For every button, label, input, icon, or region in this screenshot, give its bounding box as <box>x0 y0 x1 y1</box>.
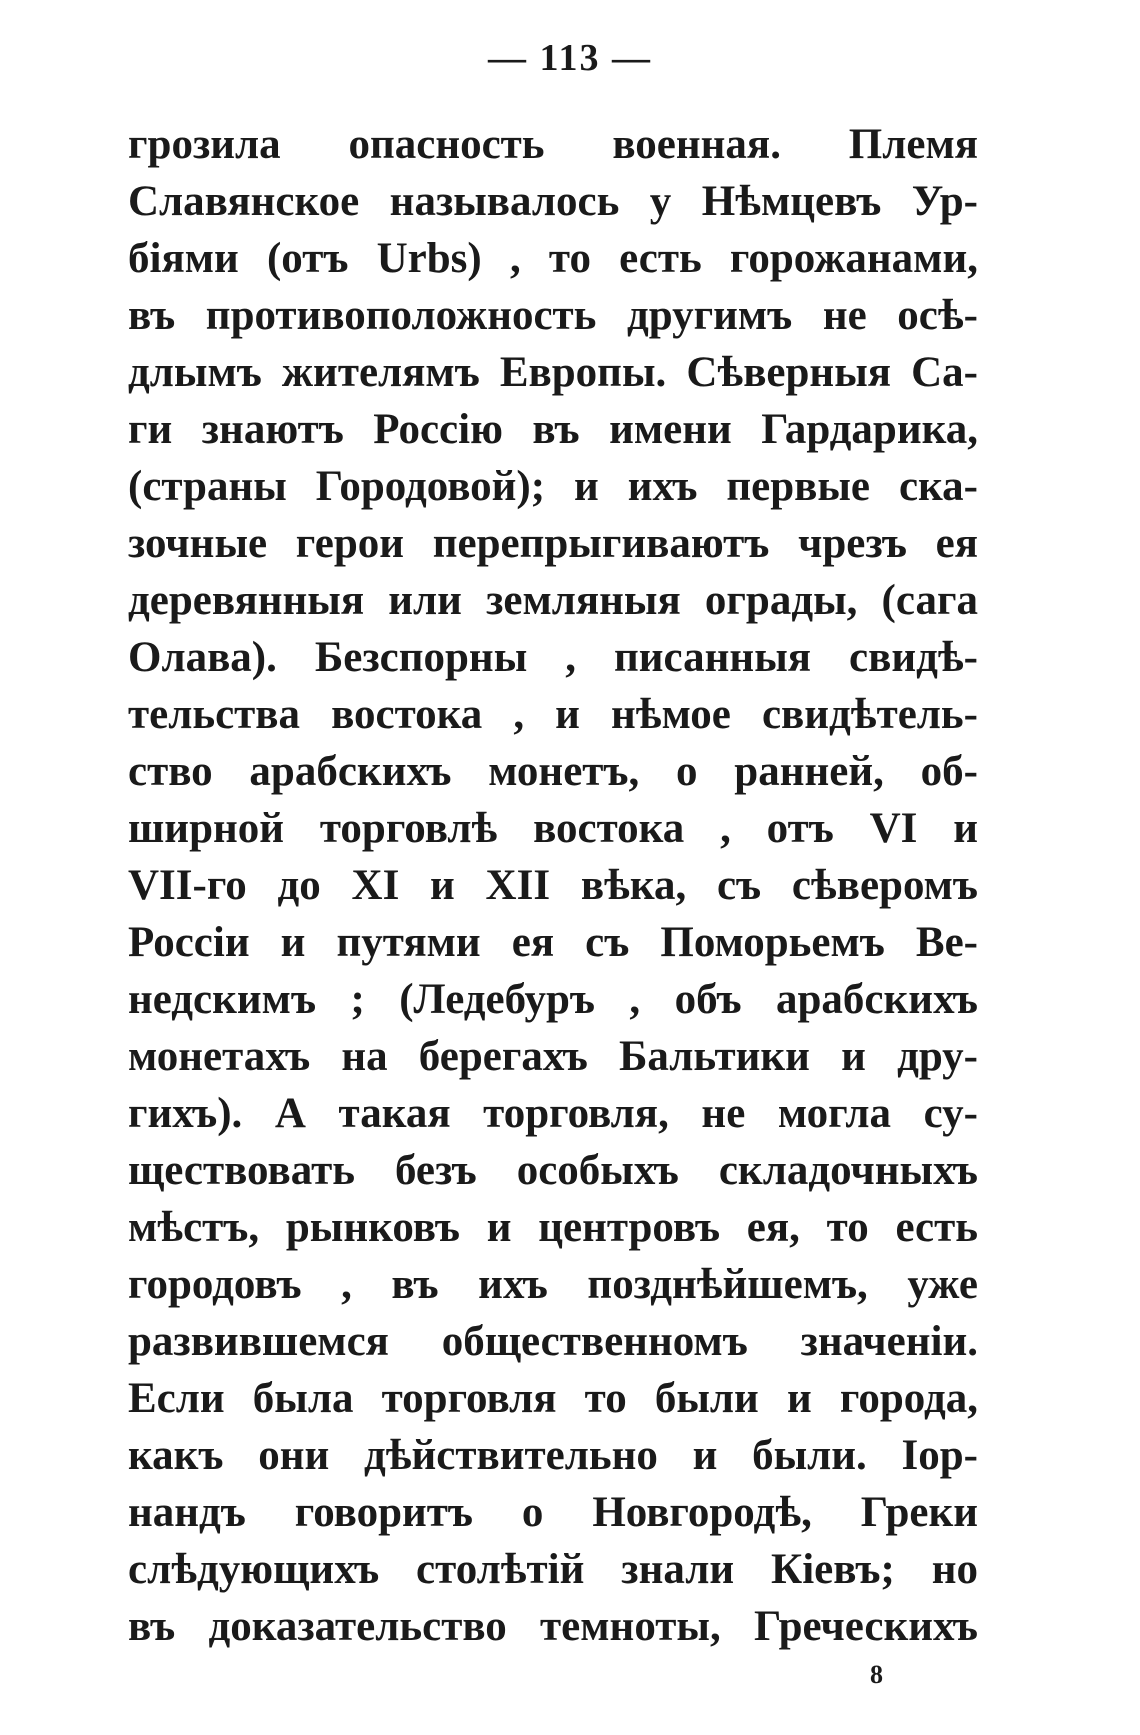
text-line: ги знаютъ Россію въ имени Гардарика, <box>128 406 978 453</box>
text-line: Олава). Безспорны , писанныя свидѣ- <box>128 634 978 681</box>
text-line: нандъ говоритъ о Новгородѣ, Греки <box>128 1489 978 1536</box>
text-line: тельства востока , и нѣмое свидѣтель- <box>128 691 978 738</box>
text-line: городовъ , въ ихъ позднѣйшемъ, уже <box>128 1261 978 1308</box>
text-line: (страны Городовой); и ихъ первые ска- <box>128 463 978 510</box>
text-line: Славянское называлось у Нѣмцевъ Ур- <box>128 178 978 225</box>
text-line: развившемся общественномъ значеніи. <box>128 1318 978 1365</box>
signature-mark: 8 <box>870 1660 883 1689</box>
text-line: монетахъ на берегахъ Бальтики и дру- <box>128 1033 978 1080</box>
text-line: ство арабскихъ монетъ, о ранней, об- <box>128 748 978 795</box>
text-line: какъ они дѣйствительно и были. Іор- <box>128 1432 978 1479</box>
page-number-header: — 113 — <box>488 37 652 79</box>
body-text <box>128 116 978 1655</box>
text-line: Россіи и путями ея съ Поморьемъ Ве- <box>128 919 978 966</box>
text-line: VII-го до XI и XII вѣка, съ сѣверомъ <box>128 862 978 909</box>
text-line: недскимъ ; (Ледебуръ , объ арабскихъ <box>128 976 978 1023</box>
text-line: ществовать безъ особыхъ складочныхъ <box>128 1147 978 1194</box>
text-line: ширной торговлѣ востока , отъ VI и <box>128 805 978 852</box>
text-line: біями (отъ Urbs) , то есть горожанами, <box>128 235 978 282</box>
text-line: длымъ жителямъ Европы. Сѣверныя Са- <box>128 349 978 396</box>
text-line: слѣдующихъ столѣтій знали Кіевъ; но <box>128 1546 978 1593</box>
text-line: въ противоположность другимъ не осѣ- <box>128 292 978 339</box>
text-line: мѣстъ, рынковъ и центровъ ея, то есть <box>128 1204 978 1251</box>
text-line: гихъ). А такая торговля, не могла су- <box>128 1090 978 1137</box>
text-line: въ доказательство темноты, Греческихъ <box>128 1603 978 1650</box>
text-line: Если была торговля то были и города, <box>128 1375 978 1422</box>
text-line: зочные герои перепрыгиваютъ чрезъ ея <box>128 520 978 567</box>
text-line: грозила опасность военная. Племя <box>128 121 978 168</box>
text-line: деревянныя или земляныя ограды, (сага <box>128 577 978 624</box>
